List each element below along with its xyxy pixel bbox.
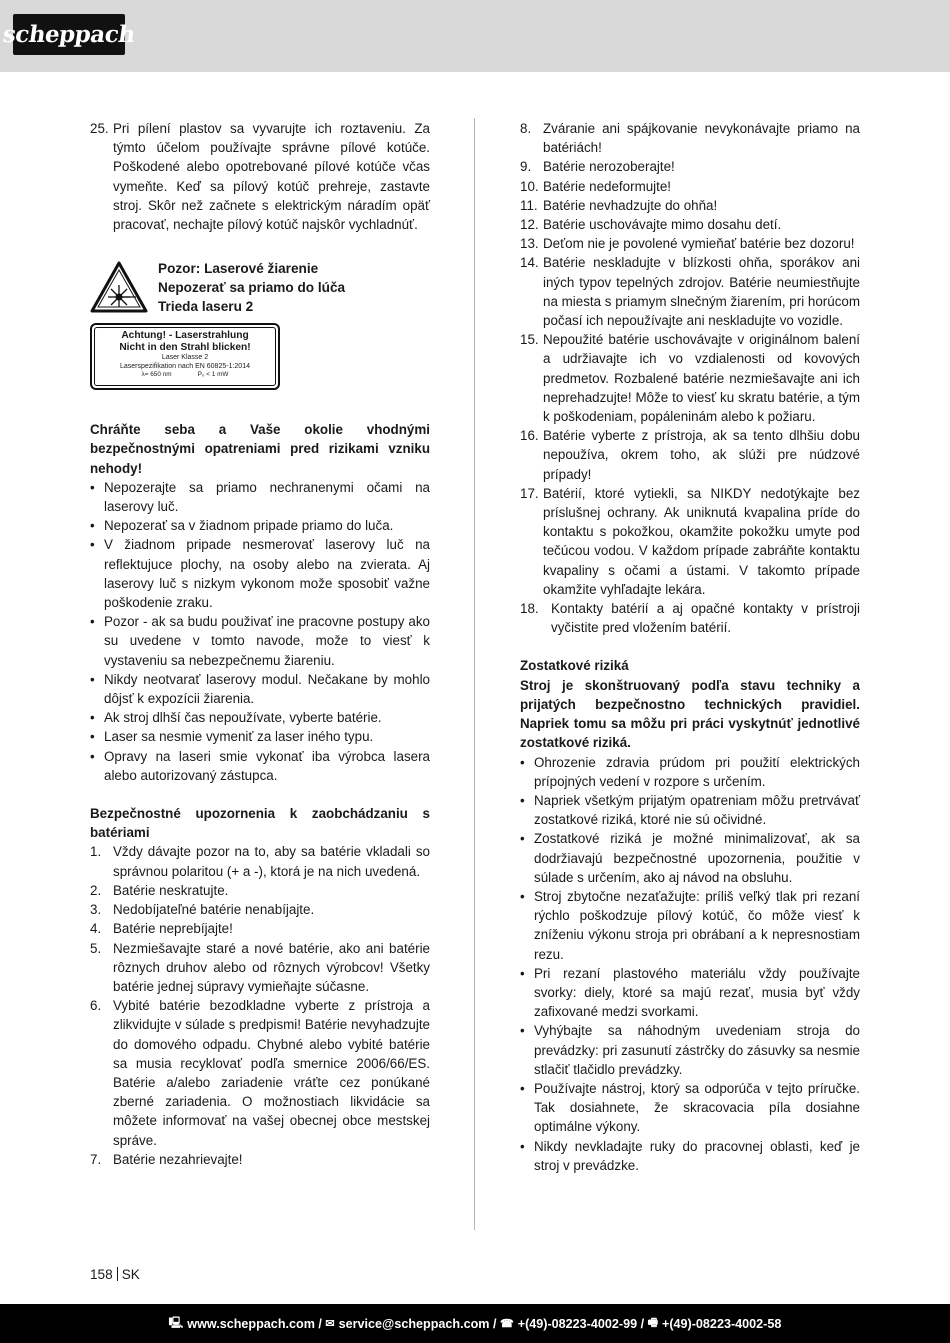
footer-phone[interactable]: +(49)-08223-4002-99 / [517, 1316, 645, 1331]
bullet-icon: • [90, 537, 95, 553]
item-text: Vždy dávajte pozor na to, aby sa batérie vkladali so správnou polaritou (+ a -), ktorá je na nich uvedená. [113, 844, 430, 879]
battery-heading: Bezpečnostné upozornenia k zaobchádzaniu s batériami [90, 806, 430, 841]
item-text: Batérie nevhadzujte do ohňa! [543, 197, 718, 213]
left-column [90, 119, 430, 1169]
bullet-item [520, 753, 860, 791]
item-number: 6. [90, 998, 102, 1014]
battery-item [90, 842, 430, 880]
bullet-item [520, 1021, 860, 1079]
footer-website[interactable]: www.scheppach.com / [187, 1316, 322, 1331]
item-number: 13. [520, 236, 539, 252]
label-wavelength: λ= 650 nm [141, 371, 172, 379]
battery-item [90, 881, 430, 900]
item-number: 11. [520, 197, 538, 213]
laser-warning-text [158, 259, 345, 316]
page-language: SK [121, 1267, 140, 1282]
bullet-item [90, 478, 430, 516]
page-footer [0, 1304, 950, 1343]
bullet-text: Ak stroj dlhší čas nepoužívate, vyberte batérie. [104, 710, 382, 726]
item-number: 18. [520, 601, 539, 617]
bullet-icon: • [520, 792, 525, 808]
bullet-icon: • [520, 1138, 525, 1154]
spacer [90, 785, 430, 804]
item-text: Vybité batérie bezodkladne vyberte z prístroja a zlikvidujte v súlade s predpismi! Batérie nevyhadzujte do domového odpadu. Chybné alebo vybité batérie sa musia recyklovať podľa smernice 2006/66/ES. Batérie a/alebo zariadenie vráťte cez ponúkané zberné zariadenia. O možnostiach likvidácie sa môžete informovať na vašej obecnej obce mestskej správe. [113, 998, 430, 1148]
bullet-item [90, 612, 430, 670]
bullet-icon: • [90, 614, 95, 630]
spacer [520, 637, 860, 656]
residual-risks-heading: Zostatkové riziká [520, 658, 629, 674]
battery-item [520, 426, 860, 484]
bullet-text: Vyhýbajte sa náhodným uvedeniam stroja do prevádzky: pri zasunutí zástrčky do zásuvky sa nesmie stlačiť tlačidlo prevádzky. [534, 1023, 860, 1077]
bullet-item [520, 1079, 860, 1137]
bullet-icon: • [520, 754, 525, 770]
battery-item [520, 177, 860, 196]
fax-icon: 🖷 [647, 1317, 658, 1329]
battery-item [520, 196, 860, 215]
bullet-text: Opravy na laseri smie vykonať iba výrobca lasera alebo autorizovaný zástupca. [104, 748, 430, 783]
bullet-icon: • [520, 965, 525, 981]
residual-risks-intro: Stroj je skonštruovaný podľa stavu techniky a prijatých bezpečnostno technických pravidiel. Napriek tomu sa môžu pri práci vyskytnúť jednotlivé zostatkové riziká. [520, 677, 860, 751]
bullet-icon: • [520, 1023, 525, 1039]
item-number: 10. [520, 178, 539, 194]
item-number: 8. [520, 121, 532, 136]
bullet-text: Pri rezaní plastového materiálu vždy používajte svorky: diely, ktoré sa majú rezať, musia byť vždy zafixované medzi svorkami. [534, 965, 860, 1020]
laser-warning-line: Trieda laseru 2 [158, 299, 254, 315]
label-subtitle: Nicht in den Strahl blicken! [119, 342, 251, 354]
item-text: Deťom nie je povolené vymieňať batérie bez dozoru! [543, 236, 855, 252]
bullet-text: Nepozerať sa v žiadnom pripade priamo do luča. [104, 518, 394, 534]
label-spec: Laserspezifikation nach EN 60825-1:2014 [120, 362, 250, 370]
label-title: Achtung! - Laserstrahlung [121, 330, 249, 342]
item-number: 16. [520, 428, 539, 444]
bullet-item [520, 887, 860, 964]
bullet-text: Ohrozenie zdravia prúdom pri použití elektrických prípojných vedení v rozpore s určením. [534, 754, 860, 789]
battery-item [90, 996, 430, 1150]
item-number: 7. [90, 1151, 102, 1167]
page-header [0, 0, 950, 72]
label-power: P₀ < 1 mW [197, 371, 229, 379]
column-divider [474, 118, 475, 1230]
bullet-text: Pozor - ak sa budu použivať ine pracovne postupy ako su uvedene v tomto navode, može to viesť k vystaveniu sa nebezpečnemu žiareniu. [104, 614, 430, 668]
bullet-text: Nikdy nevkladajte ruky do pracovnej oblasti, keď je stroj v prevádzke. [534, 1138, 860, 1173]
battery-item [520, 330, 860, 426]
logo-text: scheppach [1, 21, 137, 48]
bullet-item [520, 829, 860, 887]
bullet-item [90, 535, 430, 612]
item-text: Pri pílení plastov sa vyvarujte ich roztaveniu. Za týmto účelom používajte správne pílové kotúče. Poškodené alebo opotrebované pílové kotúče včas vymeňte. Keď sa pílový kotúč prehreje, zastavte stroj. Skôr než začnete s elektrickým náradím opäť pracovať, nechajte pílový kotúč najskôr vychladnúť. [113, 121, 430, 233]
laser-warning-line: Pozor: Laserové žiarenie [158, 261, 319, 277]
scheppach-logo [1, 14, 137, 55]
page-number [90, 1266, 140, 1284]
laser-warning-block [90, 234, 430, 420]
item-text: Batérie nezahrievajte! [113, 1151, 243, 1167]
battery-item [520, 157, 860, 176]
bullet-item [520, 1137, 860, 1175]
bullet-text: Zostatkové riziká je možné minimalizovať, ak sa dodržiavajú bezpečnostné upozornenia, použitie v súlade s určením, ako aj návod na obsluhu. [534, 831, 860, 885]
bullet-icon: • [90, 729, 95, 745]
footer-fax[interactable]: +(49)-08223-4002-58 [661, 1316, 782, 1331]
bullet-icon: • [90, 479, 95, 495]
label-values [95, 371, 275, 379]
item-number: 4. [90, 921, 102, 937]
computer-icon: 🖳 [168, 1317, 184, 1329]
bullet-icon: • [520, 831, 525, 847]
bullet-icon: • [90, 748, 95, 764]
battery-item [90, 919, 430, 938]
bullet-icon: • [520, 1080, 525, 1096]
item-number: 9. [520, 159, 532, 175]
laser-warning-line: Nepozerať sa priamo do lúča [158, 280, 346, 296]
bullet-text: Napriek všetkým prijatým opatreniam môžu pretrvávať zostatkové riziká, ktoré nie sú očividné. [534, 792, 860, 828]
battery-item [520, 119, 860, 157]
item-text: Zváranie ani spájkovanie nevykonávajte priamo na batériách! [543, 121, 860, 156]
item-text: Batérie neprebíjajte! [113, 921, 233, 937]
item-number: 14. [520, 255, 539, 271]
item-text: Batérie nerozoberajte! [543, 159, 675, 175]
bullet-text: Laser sa nesmie vymeniť za laser iného typu. [104, 729, 374, 745]
bullet-text: V žiadnom pripade nesmerovať laserovy luč na reflektujuce plochy, na osoby alebo na zvierata. Aj laserovy luč s nizkym vykonom može sposobiť važne poškodenie zraku. [104, 537, 430, 611]
item-number: 12. [520, 217, 539, 233]
battery-item [90, 1150, 430, 1169]
label-class: Laser Klasse 2 [161, 354, 209, 362]
list-item-25 [90, 119, 430, 234]
item-number: 3. [90, 902, 102, 918]
item-text: Kontakty batérií a aj opačné kontakty v prístroji vyčistite pred vložením batérií. [551, 601, 860, 636]
bullet-text: Používajte nástroj, ktorý sa odporúča v tejto príručke. Tak dosiahnete, že skracovacia píla dosiahne optimálne výkony. [534, 1080, 860, 1135]
battery-item [90, 939, 430, 997]
footer-email[interactable]: service@scheppach.com / [338, 1316, 497, 1331]
item-number: 5. [90, 940, 102, 956]
battery-item [520, 253, 860, 330]
item-text: Batérie uschovávajte mimo dosahu detí. [543, 217, 782, 233]
item-text: Batérie nedeformujte! [543, 178, 672, 194]
bullet-text: Nikdy neotvarať laserovy modul. Nečakane by mohlo dôjsť k expozícii žiarenia. [104, 671, 430, 707]
item-number: 2. [90, 882, 102, 898]
bullet-text: Stroj zbytočne nezaťažujte: príliš veľký tlak pri rezaní rýchlo poškodzuje pílový kotúč, čo môže viesť k zníženiu výkonu stroja pri obrábaní a k nepresnostiam rezu. [534, 888, 860, 962]
bullet-item [90, 708, 430, 727]
item-text: Batérie neskratujte. [113, 882, 229, 898]
bullet-text: Nepozerajte sa priamo nechranenymi očami na laserovy luč. [104, 479, 430, 515]
battery-item [90, 900, 430, 919]
bullet-item [520, 791, 860, 829]
item-text: Batérie neskladujte v blízkosti ohňa, sporákov ani iných typov tepelných zdrojov. Batérie neumiestňujte na miesta s priamym slnečným žiarením, pri horúcom počasí ich nepoužívajte ani neskladujte vo vozidle. [543, 255, 861, 329]
phone-icon: ☎ [500, 1318, 514, 1330]
battery-item [520, 599, 860, 637]
item-text: Nedobíjateľné batérie nenabíjajte. [113, 902, 315, 918]
protection-heading: Chráňte seba a Vaše okolie vhodnými bezpečnostnými opatreniami pred rizikami vzniku nehody! [90, 422, 430, 476]
bullet-item [90, 747, 430, 785]
item-text: Nepoužité batérie uschovávajte v originálnom balení a udržiavajte ich vo vzdialenosti od kovových predmetov. Rozbalené batérie nezmiešavajte ani ich neprehadzujte! Môže to viesť ku skratu batérie, a tým k poškodeniam, popáleninám alebo k požiaru. [543, 332, 860, 425]
page-separator [117, 1267, 118, 1281]
bullet-icon: • [90, 710, 95, 726]
item-number: 17. [520, 485, 539, 501]
item-text: Batérií, ktoré vytiekli, sa NIKDY nedotýkajte bez príslušnej ochrany. Ak uniknutá kvapalina príde do kontaktu s pokožkou, okamžite pokožku umyte pod tečúcou vodou. V každom prípade zabráňte kontaktu kvapaliny s očami a ústami. V takomto prípade okamžite vyhľadajte lekára. [543, 485, 860, 597]
laser-label-inner [94, 327, 276, 386]
bullet-item [520, 964, 860, 1022]
laser-warning-icon [90, 261, 148, 313]
mail-icon: ✉ [325, 1318, 335, 1330]
item-number: 1. [90, 844, 102, 860]
page-number-value: 158 [90, 1267, 113, 1282]
bullet-item [90, 670, 430, 708]
item-text: Batérie vyberte z prístroja, ak sa tento dlhšiu dobu nepoužíva, okrem toho, ak slúži pre núdzové prípady! [543, 428, 860, 482]
bullet-icon: • [520, 888, 525, 904]
item-number: 25. [90, 121, 109, 136]
battery-item [520, 215, 860, 234]
laser-class-label [90, 323, 280, 390]
bullet-item [90, 516, 430, 535]
right-column [520, 119, 860, 1175]
bullet-item [90, 727, 430, 746]
bullet-icon: • [90, 671, 95, 687]
item-number: 15. [520, 332, 539, 348]
battery-item [520, 234, 860, 253]
bullet-icon: • [90, 518, 95, 534]
battery-item [520, 484, 860, 599]
item-text: Nezmiešavajte staré a nové batérie, ako ani batérie rôznych druhov alebo od rôznych výrobcov! Všetky batérie jednej súpravy vymieňajte súčasne. [113, 940, 430, 994]
